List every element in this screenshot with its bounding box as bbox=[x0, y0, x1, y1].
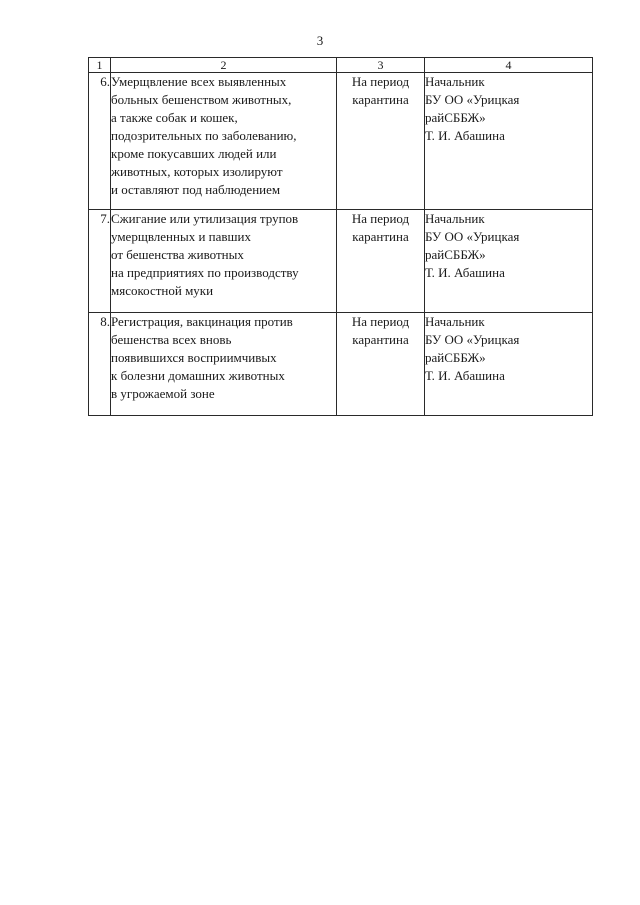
action-line: Сжигание или утилизация трупов bbox=[111, 211, 299, 226]
term-cell bbox=[337, 73, 425, 210]
table-row bbox=[89, 313, 593, 416]
action-line: а также собак и кошек, bbox=[111, 110, 238, 125]
page-number: 3 bbox=[316, 33, 324, 48]
responsible-cell bbox=[425, 313, 593, 416]
column-header-responsible: 4 bbox=[425, 58, 593, 73]
responsible-line: Начальник bbox=[425, 314, 485, 329]
action-line: умерщвленных и павших bbox=[111, 229, 251, 244]
responsible-line: райСББЖ» bbox=[425, 350, 486, 365]
action-line: к болезни домашних животных bbox=[111, 368, 285, 383]
column-header-number: 1 bbox=[89, 58, 111, 73]
action-line: Регистрация, вакцинация против bbox=[111, 314, 293, 329]
action-line: в угрожаемой зоне bbox=[111, 386, 215, 401]
responsible-line: райСББЖ» bbox=[425, 247, 486, 262]
column-header-action: 2 bbox=[111, 58, 337, 73]
term-cell bbox=[337, 210, 425, 313]
action-line: животных, которых изолируют bbox=[111, 164, 283, 179]
table-row bbox=[89, 73, 593, 210]
term-line: На период bbox=[351, 74, 410, 89]
row-number: 8. bbox=[89, 313, 111, 416]
action-line: на предприятиях по производству bbox=[111, 265, 299, 280]
term-cell bbox=[337, 313, 425, 416]
action-line: мясокостной муки bbox=[111, 283, 214, 298]
row-number: 6. bbox=[89, 73, 111, 210]
row-number: 7. bbox=[89, 210, 111, 313]
responsible-line: райСББЖ» bbox=[425, 110, 486, 125]
term-line: На период bbox=[351, 314, 410, 329]
term-line: карантина bbox=[352, 332, 409, 347]
term-line: На период bbox=[351, 211, 410, 226]
responsible-cell bbox=[425, 73, 593, 210]
table-header-row bbox=[89, 58, 593, 73]
action-cell bbox=[111, 210, 337, 313]
action-line: появившихся восприимчивых bbox=[111, 350, 277, 365]
responsible-line: Начальник bbox=[425, 74, 485, 89]
action-line: кроме покусавших людей или bbox=[111, 146, 277, 161]
term-line: карантина bbox=[352, 229, 409, 244]
action-line: от бешенства животных bbox=[111, 247, 244, 262]
responsible-line: Т. И. Абашина bbox=[425, 265, 505, 280]
responsible-cell bbox=[425, 210, 593, 313]
action-line: Умерщвление всех выявленных bbox=[111, 74, 287, 89]
action-line: бешенства всех вновь bbox=[111, 332, 232, 347]
responsible-line: БУ ОО «Урицкая bbox=[425, 229, 520, 244]
table-row bbox=[89, 210, 593, 313]
action-line: и оставляют под наблюдением bbox=[111, 182, 281, 197]
action-line: подозрительных по заболеванию, bbox=[111, 128, 297, 143]
term-line: карантина bbox=[352, 92, 409, 107]
action-cell bbox=[111, 73, 337, 210]
action-cell bbox=[111, 313, 337, 416]
responsible-line: Т. И. Абашина bbox=[425, 128, 505, 143]
action-line: больных бешенством животных, bbox=[111, 92, 292, 107]
column-header-term: 3 bbox=[337, 58, 425, 73]
responsible-line: Начальник bbox=[425, 211, 485, 226]
responsible-line: Т. И. Абашина bbox=[425, 368, 505, 383]
measures-table bbox=[88, 57, 593, 416]
responsible-line: БУ ОО «Урицкая bbox=[425, 332, 520, 347]
responsible-line: БУ ОО «Урицкая bbox=[425, 92, 520, 107]
